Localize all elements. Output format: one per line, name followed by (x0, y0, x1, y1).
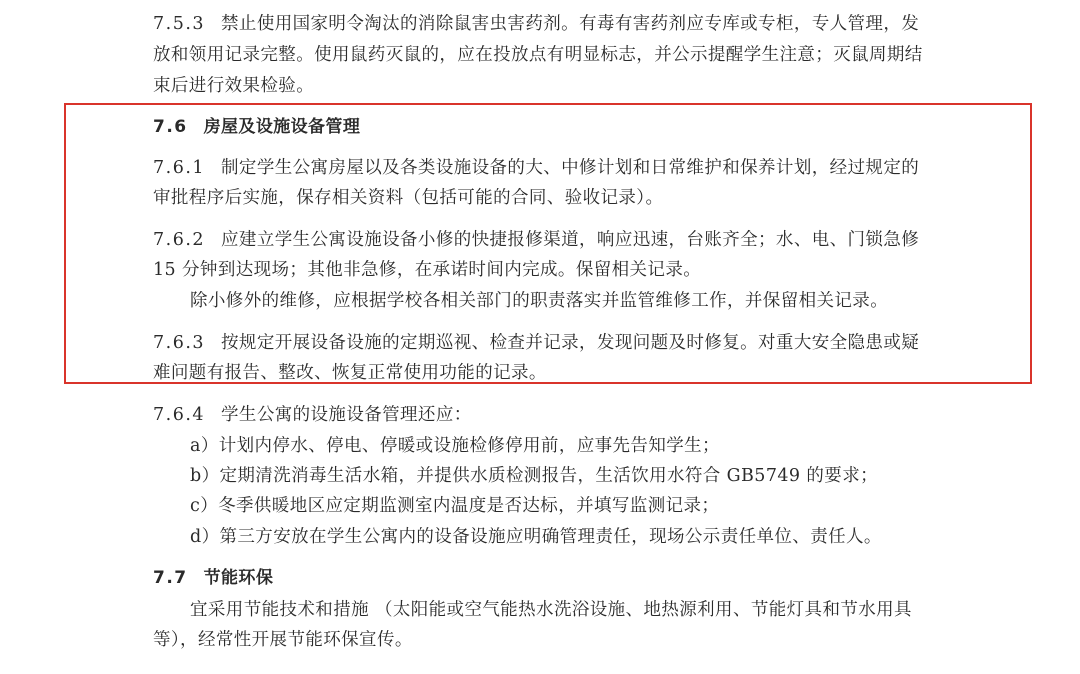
clause-7-5-3-line-2: 放和领用记录完整。使用鼠药灭鼠的，应在投放点有明显标志，并公示提醒学生注意；灭鼠周期结 (153, 45, 923, 65)
clause-text: 制定学生公寓房屋以及各类设施设备的大、中修计划和日常维护和保养计划，经过规定的 (221, 158, 920, 178)
section-7-7-line-2: 等），经常性开展节能环保宣传。 (153, 630, 413, 650)
section-7-7-heading (153, 567, 273, 589)
clause-text: 学生公寓的设施设备管理还应： (221, 405, 472, 425)
section-title: 节能环保 (203, 568, 274, 588)
clause-number: 7.6.4 (153, 405, 206, 425)
clause-7-6-3-line-1 (153, 332, 919, 354)
clause-number: 7.5.3 (153, 14, 206, 34)
list-item-c: c）冬季供暖地区应定期监测室内温度是否达标，并填写监测记录； (190, 496, 720, 516)
clause-7-6-4-intro (153, 404, 472, 426)
list-item-d: d）第三方安放在学生公寓内的设备设施应明确管理责任，现场公示责任单位、责任人。 (190, 527, 882, 547)
section-title: 房屋及设施设备管理 (203, 117, 361, 137)
clause-7-6-2-line-1 (153, 229, 919, 251)
clause-7-6-1-line-1 (153, 157, 919, 179)
section-7-6-heading (153, 116, 360, 138)
section-number: 7.6 (153, 117, 188, 137)
clause-text: 禁止使用国家明令淘汰的消除鼠害虫害药剂。有毒有害药剂应专库或专柜，专人管理，发 (221, 14, 920, 34)
clause-text: 按规定开展设备设施的定期巡视、检查并记录，发现问题及时修复。对重大安全隐患或疑 (221, 333, 920, 353)
clause-7-6-1-line-2: 审批程序后实施，保存相关资料（包括可能的合同、验收记录）。 (153, 188, 664, 208)
clause-7-5-3-line-1 (153, 13, 919, 35)
clause-number: 7.6.2 (153, 230, 206, 250)
list-item-a: a）计划内停水、停电、停暖或设施检修停用前，应事先告知学生； (190, 436, 720, 456)
clause-7-6-2-line-3: 除小修外的维修，应根据学校各相关部门的职责落实并监管维修工作，并保留相关记录。 (190, 291, 889, 311)
clause-number: 7.6.3 (153, 333, 206, 353)
clause-number: 7.6.1 (153, 158, 206, 178)
section-7-7-line-1: 宜采用节能技术和措施 （太阳能或空气能热水洗浴设施、地热源利用、节能灯具和节水用具 (190, 600, 912, 620)
clause-7-5-3-line-3: 束后进行效果检验。 (153, 76, 315, 96)
clause-7-6-3-line-2: 难问题有报告、整改、恢复正常使用功能的记录。 (153, 363, 547, 383)
list-item-b: b）定期清洗消毒生活水箱，并提供水质检测报告，生活饮用水符合 GB5749 的要求； (190, 466, 879, 486)
clause-7-6-2-line-2: 15 分钟到达现场；其他非急修，在承诺时间内完成。保留相关记录。 (153, 260, 702, 280)
clause-text: 应建立学生公寓设施设备小修的快捷报修渠道，响应迅速，台账齐全；水、电、门锁急修 (221, 230, 920, 250)
section-number: 7.7 (153, 568, 188, 588)
